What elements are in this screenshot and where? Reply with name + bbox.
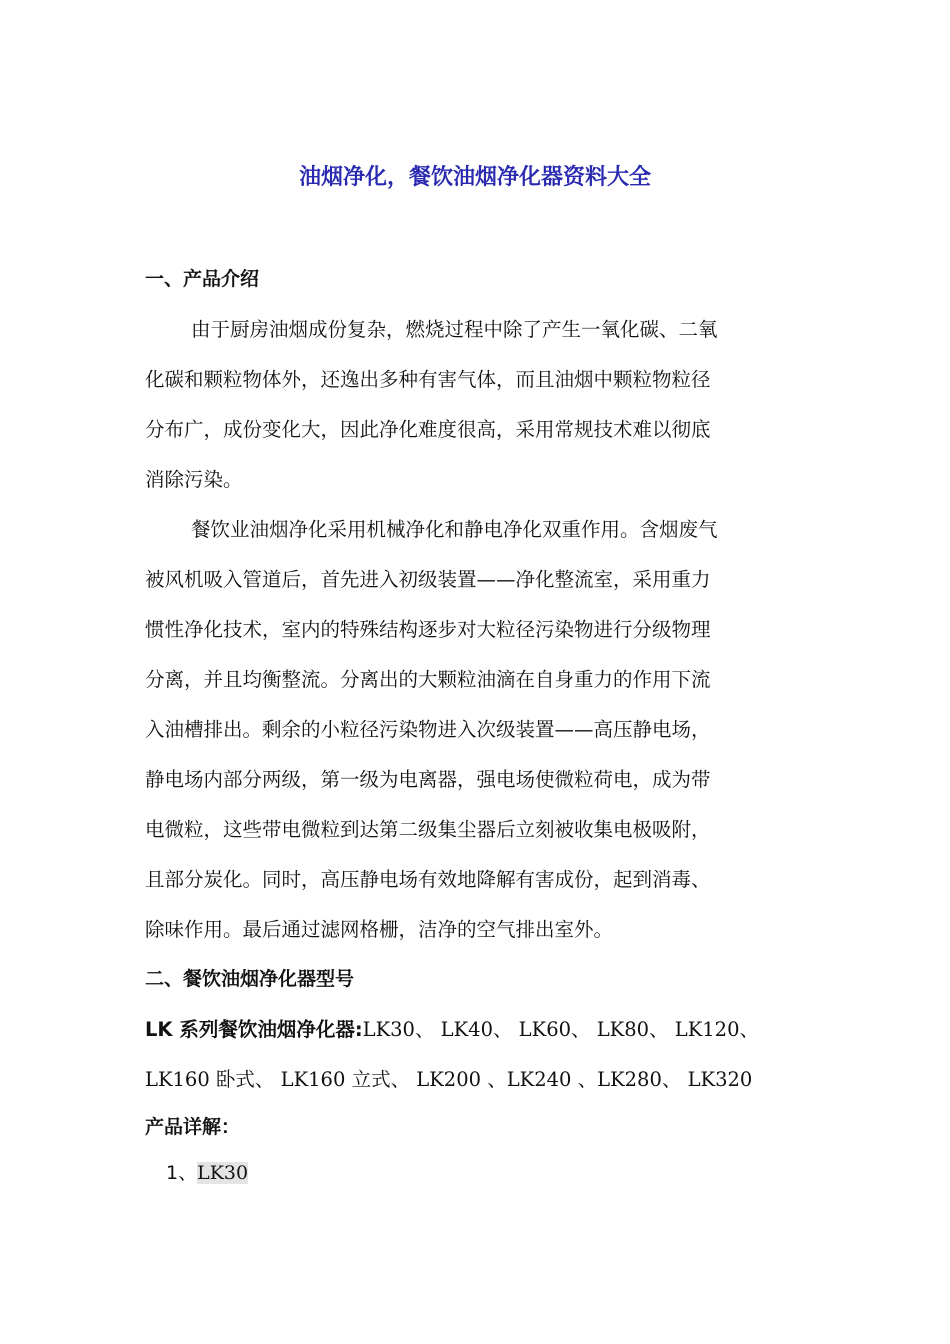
- paragraph-line: 分离，并且均衡整流。分离出的大颗粒油滴在自身重力的作用下流: [145, 668, 711, 691]
- item-number: 1、: [166, 1162, 198, 1184]
- paragraph-line: 惯性净化技术，室内的特殊结构逐步对大粒径污染物进行分级物理: [145, 618, 711, 641]
- series-label: LK 系列餐饮油烟净化器:: [145, 1018, 363, 1041]
- paragraph-line: 且部分炭化。同时，高压静电场有效地降解有害成份，起到消毒、: [145, 868, 711, 891]
- paragraph-line: 被风机吸入管道后，首先进入初级装置——净化整流室，采用重力: [145, 568, 711, 591]
- paragraph-line: 分布广，成份变化大，因此净化难度很高，采用常规技术难以彻底: [145, 418, 711, 441]
- product-item-lk30: [166, 1158, 248, 1185]
- paragraph-line: 消除污染。: [145, 468, 243, 491]
- document-title: 油烟净化，餐饮油烟净化器资料大全: [298, 165, 651, 190]
- paragraph-line: 化碳和颗粒物体外，还逸出多种有害气体，而且油烟中颗粒物粒径: [145, 368, 711, 391]
- product-detail-heading: 产品详解：: [145, 1116, 241, 1138]
- paragraph-line: 电微粒，这些带电微粒到达第二级集尘器后立刻被收集电极吸附，: [145, 818, 711, 841]
- models-line-2: LK160 卧式、 LK160 立式、 LK200 、LK240 、LK280、 LK320: [145, 1068, 753, 1091]
- models-list-1: LK30、 LK40、 LK60、 LK80、 LK120、: [362, 1018, 759, 1041]
- paragraph-line: 入油槽排出。剩余的小粒径污染物进入次级装置——高压静电场，: [145, 718, 711, 741]
- paragraph-line: 静电场内部分两级，第一级为电离器，强电场使微粒荷电，成为带: [145, 768, 711, 791]
- item-name-highlighted: LK30: [197, 1162, 249, 1184]
- paragraph-line: 餐饮业油烟净化采用机械净化和静电净化双重作用。含烟废气: [191, 518, 718, 541]
- section-heading-models: 二、餐饮油烟净化器型号: [145, 968, 355, 990]
- models-line-1: [145, 1014, 759, 1042]
- section-heading-product-intro: 一、产品介绍: [145, 268, 260, 290]
- paragraph-line: 由于厨房油烟成份复杂，燃烧过程中除了产生一氧化碳、二氧: [191, 318, 718, 341]
- paragraph-line: 除味作用。最后通过滤网格栅，洁净的空气排出室外。: [145, 918, 614, 941]
